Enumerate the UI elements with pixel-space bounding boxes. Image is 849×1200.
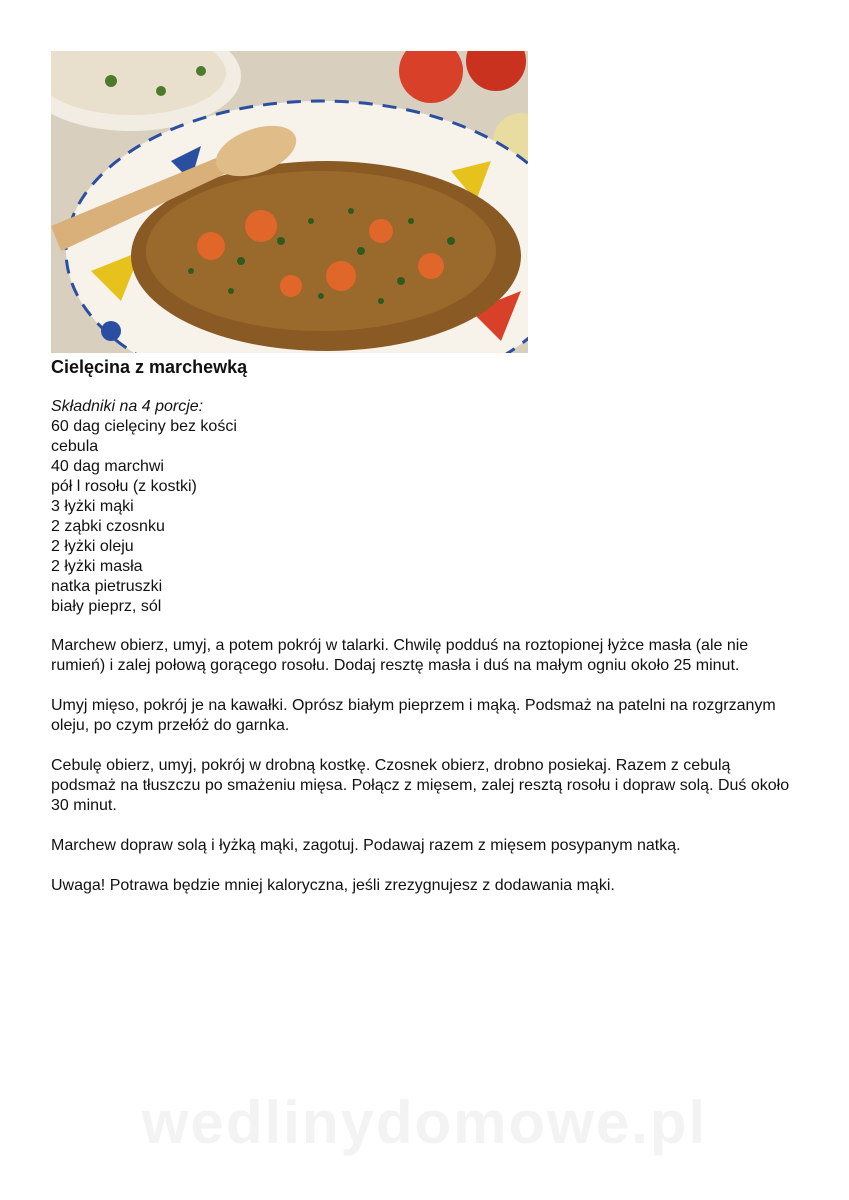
ingredients-list xyxy=(51,417,751,617)
step-paragraph: Umyj mięso, pokrój je na kawałki. Oprósz białym pieprzem i mąką. Podsmaż na patelni na rozgrzanym oleju, po czym przełóż do garnka. xyxy=(51,697,776,734)
recipe-title: Cielęcina z marchewką xyxy=(51,357,248,377)
step-paragraph: Marchew dopraw solą i łyżką mąki, zagotuj. Podawaj razem z mięsem posypanym natką. xyxy=(51,837,681,854)
site-watermark: wedlinydomowe.pl xyxy=(141,1089,708,1156)
ingredient-item: cebula xyxy=(51,438,99,455)
veal-with-carrots-dish-icon xyxy=(51,51,528,353)
step-paragraph: Cebulę obierz, umyj, pokrój w drobną kostkę. Czosnek obierz, drobno posiekaj. Razem z cebulą podsmaż na tłuszczu po smażeniu mięsa. Połącz z mięsem, zalej resztą rosołu i dopraw solą. Duś około 30 minut. xyxy=(51,757,790,814)
ingredient-item: 60 dag cielęciny bez kości xyxy=(51,418,237,435)
step-paragraph: Marchew obierz, umyj, a potem pokrój w talarki. Chwilę podduś na roztopionej łyżce masła (ale nie rumień) i zalej połową gorącego rosołu. Dodaj resztę masła i duś na małym ogniu około 25 minut. xyxy=(51,637,749,674)
ingredient-item: natka pietruszki xyxy=(51,578,163,595)
preparation-steps xyxy=(51,636,796,916)
ingredient-item: 2 ząbki czosnku xyxy=(51,518,165,535)
ingredient-item: 2 łyżki oleju xyxy=(51,538,134,555)
ingredients-heading: Składniki na 4 porcje: xyxy=(51,398,204,415)
ingredient-item: biały pieprz, sól xyxy=(51,598,162,615)
ingredient-item: 3 łyżki mąki xyxy=(51,498,134,515)
ingredient-item: 2 łyżki masła xyxy=(51,558,143,575)
ingredient-item: 40 dag marchwi xyxy=(51,458,164,475)
ingredients-section xyxy=(51,397,751,617)
note-paragraph: Uwaga! Potrawa będzie mniej kaloryczna, jeśli zrezygnujesz z dodawania mąki. xyxy=(51,877,615,894)
recipe-photo xyxy=(51,51,528,353)
ingredient-item: pół l rosołu (z kostki) xyxy=(51,478,197,495)
